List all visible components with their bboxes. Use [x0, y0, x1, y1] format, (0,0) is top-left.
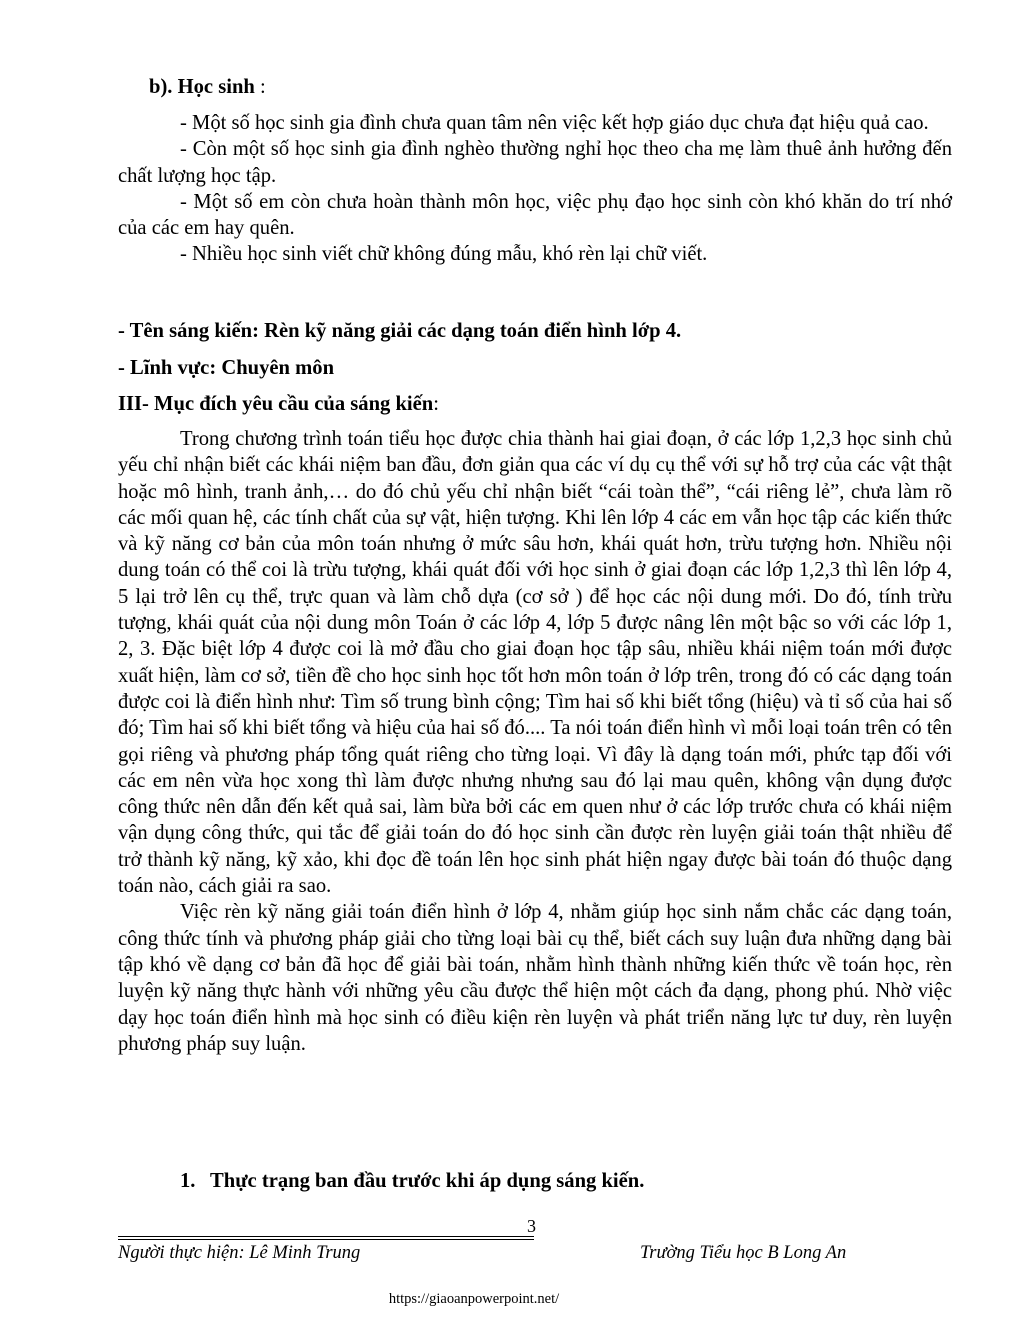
footer-rule-bottom — [118, 1239, 534, 1240]
initiative-name: - Tên sáng kiến: Rèn kỹ năng giải các dạng toán điển hình lớp 4. — [118, 320, 682, 342]
numbered-heading-number: 1. — [180, 1170, 196, 1192]
footer-author: Người thực hiện: Lê Minh Trung — [118, 1243, 361, 1263]
footer-school: Trường Tiểu học B Long An — [640, 1243, 847, 1263]
field-line: - Lĩnh vực: Chuyên môn — [118, 357, 335, 379]
section-3-heading-suffix: : — [433, 393, 439, 415]
section-3-heading — [118, 391, 439, 417]
section-b-items — [118, 110, 952, 268]
section-b-label: b). Học sinh — [149, 76, 255, 98]
section-b-item-3: - Một số em còn chưa hoàn thành môn học, việc phụ đạo học sinh còn khó khăn do trí nhớ của các em hay quên. — [118, 190, 952, 240]
section-b-item-2: - Còn một số học sinh gia đình nghèo thường nghỉ học theo cha mẹ làm thuê ảnh hưởng đến chất lượng học tập. — [118, 138, 952, 187]
section-b-heading — [149, 74, 266, 100]
section-b-item-1: - Một số học sinh gia đình chưa quan tâm nên việc kết hợp giáo dục chưa đạt hiệu quả cao. — [180, 112, 929, 134]
page-number: 3 — [527, 1216, 536, 1236]
section-3-paragraph-1: Trong chương trình toán tiểu học được chia thành hai giai đoạn, ở các lớp 1,2,3 học sinh chủ yếu chỉ nhận biết các khái niệm ban đầu, đơn giản qua các ví dụ cụ thể với sự hỗ trợ của các vật thật hoặc mô hình, tranh ảnh,… do đó chủ yếu chỉ nhận biết “cái toàn thể”, “cái riêng lẻ”, chưa làm rõ các mối quan hệ, các tính chất của sự vật, hiện tượng. Khi lên lớp 4 các em vẫn học tập các kiến thức và kỹ năng cơ bản của môn toán nhưng ở mức sâu hơn, khái quát hơn, trừu tượng hơn. Nhiều nội dung toán có thể coi là trừu tượng, khái quát đối với học sinh ở giai đoạn các lớp 1,2,3 thì lên lớp 4, 5 lại trở lên cụ thể, trực quan và làm chỗ dựa (cơ sở ) để học các nội dung mới. Do đó, tính trừu tượng, khái quát của nội dung môn Toán ở các lớp 4, lớp 5 được nâng lên một bậc so với các lớp 1, 2, 3. Đặc biệt lớp 4 được coi là mở đầu cho giai đoạn học tập sâu, nhiều khái niệm toán mới được xuất hiện, làm cơ sở, tiền đề cho học sinh học tốt hơn môn toán ở lớp trên, trong đó có các dạng toán được coi là điển hình như: Tìm số trung bình cộng; Tìm hai số khi biết tổng (hiệu) và tỉ số của hai số đó; Tìm hai số khi biết tổng và hiệu của hai số đó.... Ta nói toán điển hình vì mỗi loại toán trên có tên gọi riêng và phương pháp tổng quát riêng cho từng loại. Vì đây là dạng toán mới, phức tạp đối với các em nên vừa học xong thì làm được nhưng nhưng sau đó lại mau quên, không vận dụng được công thức nên dẫn đến kết quả sai, làm bừa bởi các em quen như ở các lớp trước chưa có khái niệm vận dụng công thức, qui tắc để giải toán do đó học sinh cần được rèn luyện giải toán thật nhiều để trở thành kỹ năng, kỹ xảo, khi đọc đề toán lên học sinh phát hiện ngay được bài toán đó thuộc dạng toán nào, cách giải ra sao. — [118, 428, 952, 898]
numbered-heading-text: Thực trạng ban đầu trước khi áp dụng sáng kiến. — [210, 1170, 645, 1192]
section-3-paragraph-2: Việc rèn kỹ năng giải toán điển hình ở lớp 4, nhằm giúp học sinh nắm chắc các dạng toán, công thức tính và phương pháp giải cho từng loại bài cụ thể, biết cách suy luận đưa những dạng bài tập khó về dạng cơ bản đã học để giải bài toán, nhằm hình thành những kiến thức về toán học, rèn luyện kỹ năng thực hành với những yêu cầu được thể hiện một cách đa dạng, phong phú. Nhờ việc dạy học toán điển hình mà học sinh có điều kiện rèn luyện và phát triển năng lực tư duy, rèn luyện phương pháp suy luận. — [118, 901, 952, 1055]
numbered-heading — [180, 1168, 644, 1194]
section-b-suffix: : — [254, 76, 266, 98]
source-url: https://giaoanpowerpoint.net/ — [388, 1291, 560, 1307]
footer-rule-top — [118, 1236, 534, 1237]
section-b-item-4: - Nhiều học sinh viết chữ không đúng mẫu, khó rèn lại chữ viết. — [180, 243, 708, 266]
section-3-body — [118, 426, 952, 1057]
section-3-heading-text: III- Mục đích yêu cầu của sáng kiến — [118, 393, 434, 415]
